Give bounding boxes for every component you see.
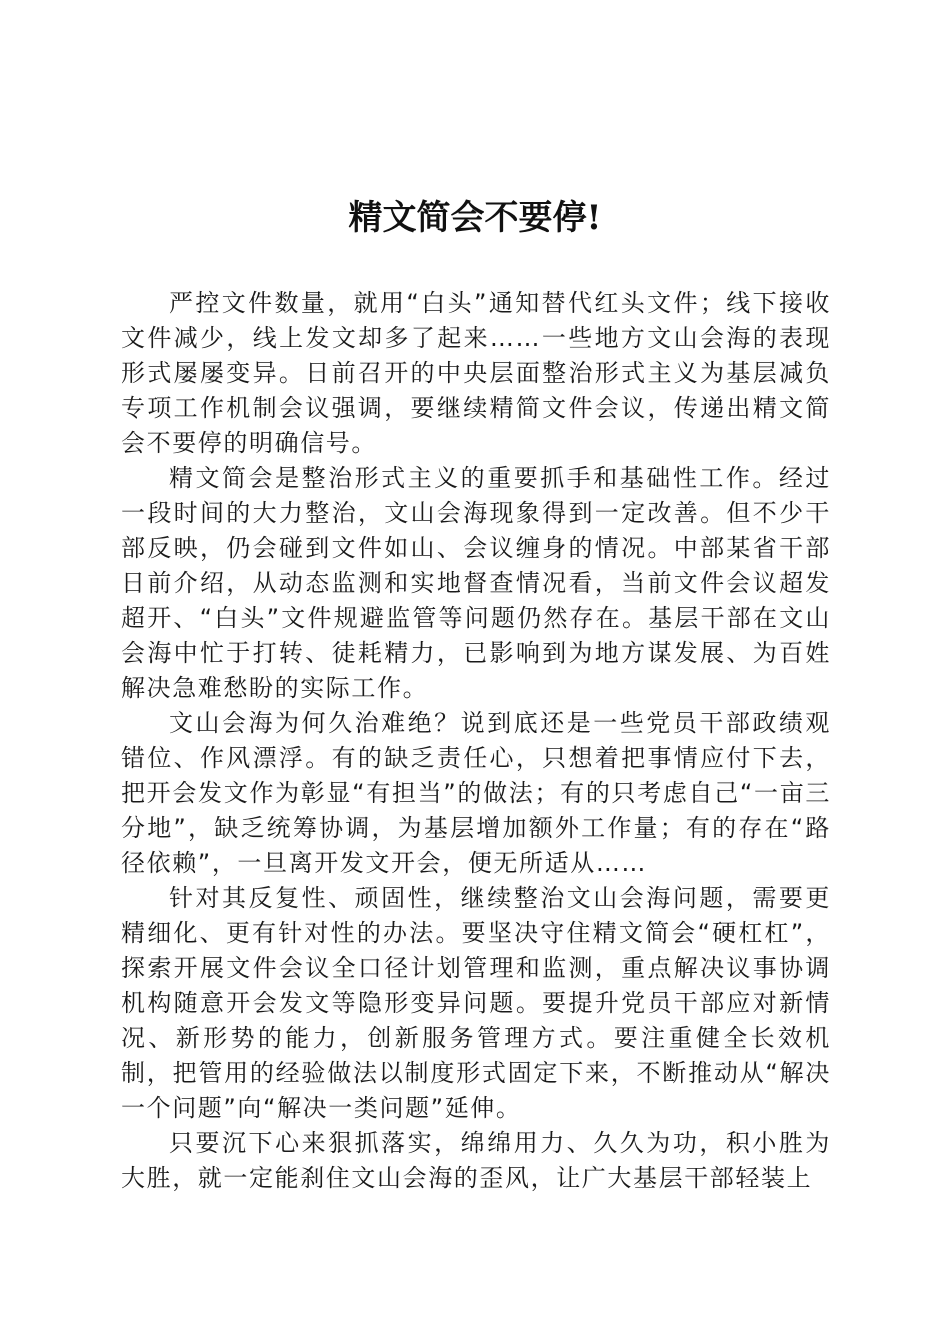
paragraph-4: 针对其反复性、顽固性，继续整治文山会海问题，需要更精细化、更有针对性的办法。要坚决守住精文简会“硬杠杠”，探索开展文件会议全口径计划管理和监测，重点解决议事协调机构随意开会发文等隐形变异问题。要提升党员干部应对新情况、新形势的能力，创新服务管理方式。要注重健全长效机制，把管用的经验做法以制度形式固定下来，不断推动从“解决一个问题”向“解决一类问题”延伸。	[121, 884, 831, 1122]
document-title: 精文简会不要停!	[348, 198, 602, 238]
paragraph-3: 文山会海为何久治难绝？说到底还是一些党员干部政绩观错位、作风漂浮。有的缺乏责任心，只想着把事情应付下去，把开会发文作为彰显“有担当”的做法；有的只考虑自己“一亩三分地”，缺乏统筹协调，为基层增加额外工作量；有的存在“路径依赖”，一旦离开发文开会，便无所适从……	[121, 709, 831, 877]
paragraph-2: 精文简会是整治形式主义的重要抓手和基础性工作。经过一段时间的大力整治，文山会海现象得到一定改善。但不少干部反映，仍会碰到文件如山、会议缠身的情况。中部某省干部日前介绍，从动态监测和实地督查情况看，当前文件会议超发超开、“白头”文件规避监管等问题仍然存在。基层干部在文山会海中忙于打转、徒耗精力，已影响到为地方谋发展、为百姓解决急难愁盼的实际工作。	[121, 464, 831, 702]
paragraph-5: 只要沉下心来狠抓落实，绵绵用力、久久为功，积小胜为大胜，就一定能刹住文山会海的歪风，让广大基层干部轻装上	[121, 1129, 831, 1192]
document-body	[121, 286, 831, 1196]
paragraph-1: 严控文件数量，就用“白头”通知替代红头文件；线下接收文件减少，线上发文却多了起来……一些地方文山会海的表现形式屡屡变异。日前召开的中央层面整治形式主义为基层减负专项工作机制会议强调，要继续精简文件会议，传递出精文简会不要停的明确信号。	[121, 289, 831, 457]
